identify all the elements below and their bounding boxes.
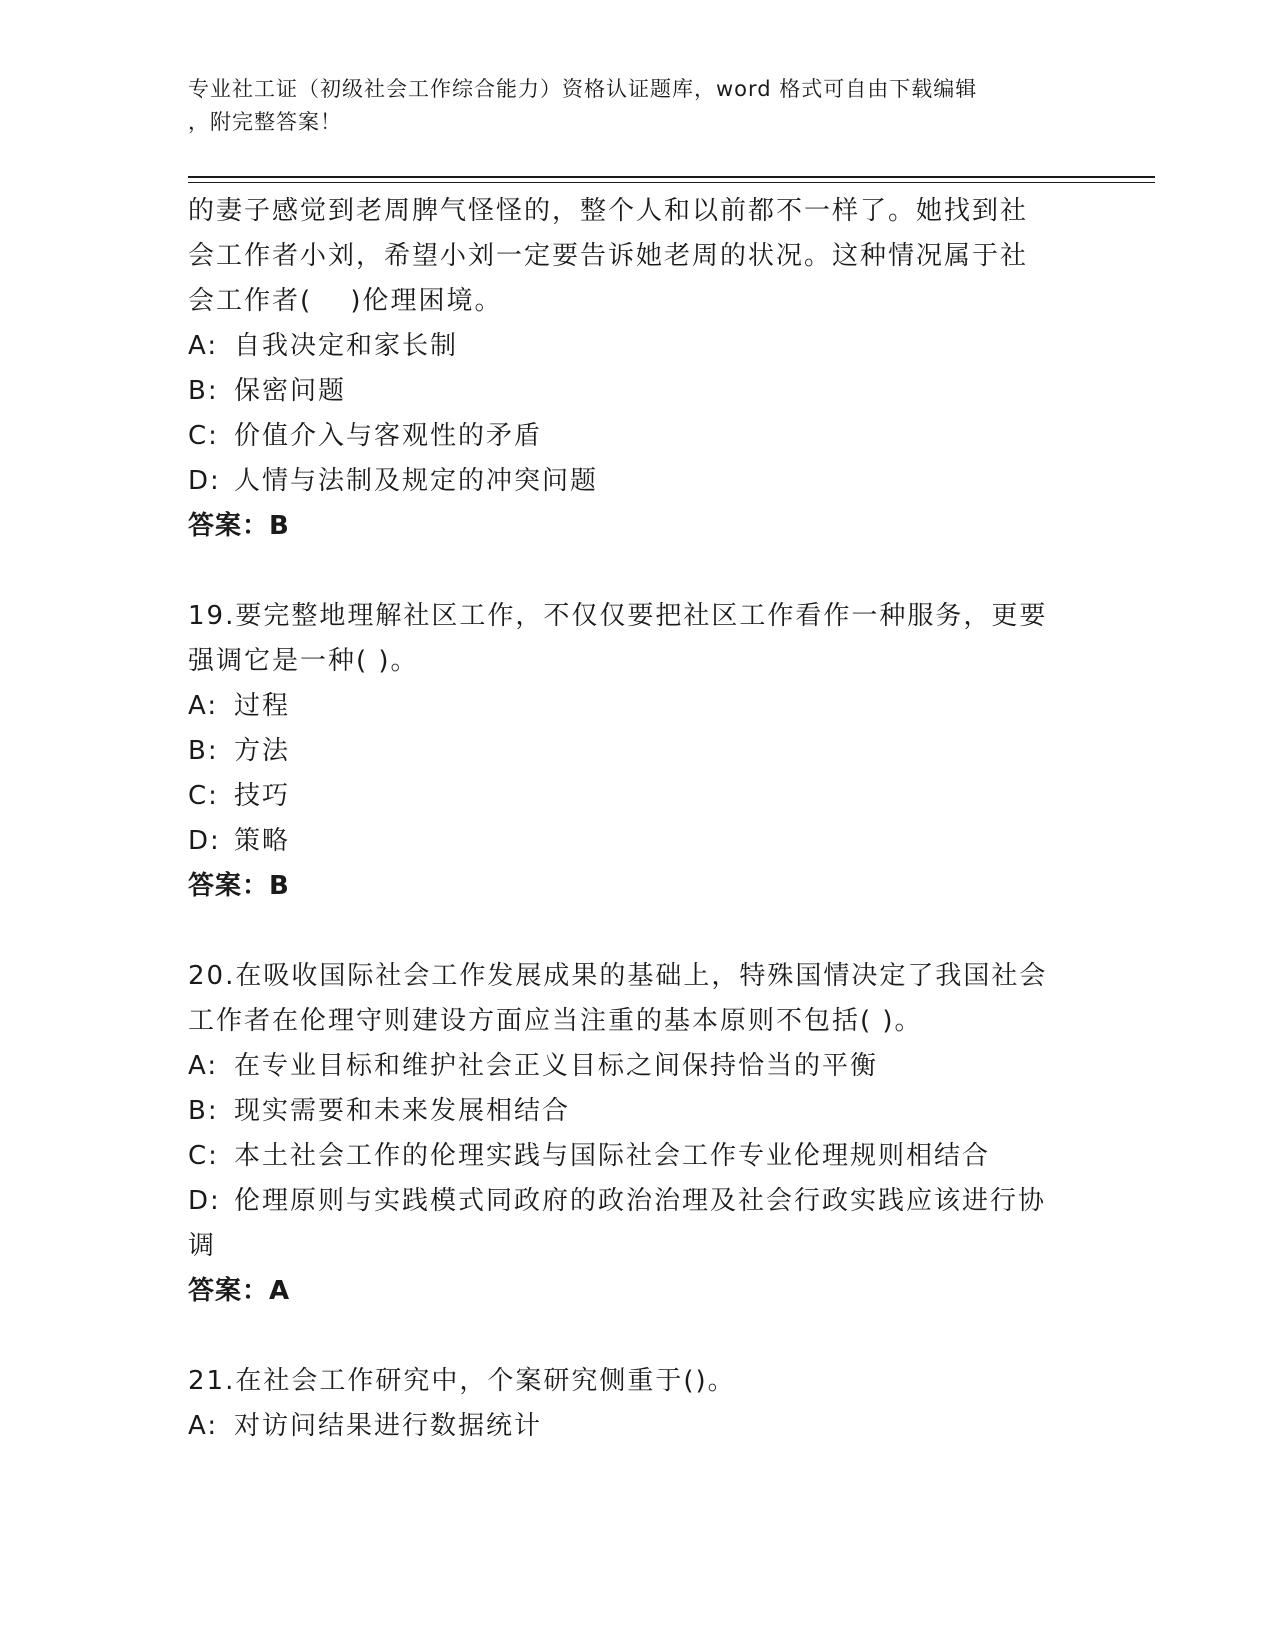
option-letter: D: — [188, 826, 221, 856]
option-text: 对访问结果进行数据统计 — [234, 1411, 543, 1441]
question-stem-line: 会工作者( )伦理困境。 — [188, 286, 503, 316]
option-d — [188, 1179, 1088, 1224]
answer-line: 答案：A — [188, 1276, 291, 1306]
option-c — [188, 1134, 1088, 1179]
spacer — [188, 549, 1088, 594]
option-letter: D: — [188, 466, 221, 496]
question-18 — [188, 189, 1088, 549]
option-text: 保密问题 — [234, 376, 347, 406]
option-text: 方法 — [234, 736, 291, 766]
option-a — [188, 1404, 1088, 1449]
option-text: 技巧 — [234, 781, 291, 811]
spacer — [188, 909, 1088, 954]
question-stem-line: 的妻子感觉到老周脾气怪怪的，整个人和以前都不一样了。她找到社 — [188, 196, 1029, 226]
document-header — [188, 73, 1068, 139]
option-d — [188, 459, 1088, 504]
question-stem-line: 20.在吸收国际社会工作发展成果的基础上，特殊国情决定了我国社会 — [188, 961, 1048, 991]
option-b — [188, 369, 1088, 414]
option-text: 伦理原则与实践模式同政府的政治治理及社会行政实践应该进行协 — [234, 1186, 1047, 1216]
question-stem-line: 强调它是一种( )。 — [188, 646, 419, 676]
question-19 — [188, 594, 1088, 909]
question-21 — [188, 1359, 1088, 1449]
question-20 — [188, 954, 1088, 1314]
answer-line: 答案：B — [188, 511, 290, 541]
option-b — [188, 1089, 1088, 1134]
option-a — [188, 1044, 1088, 1089]
spacer — [188, 1314, 1088, 1359]
option-letter: C: — [188, 1141, 219, 1171]
question-stem-line: 19.要完整地理解社区工作，不仅仅要把社区工作看作一种服务，更要 — [188, 601, 1048, 631]
option-letter: B: — [188, 736, 219, 766]
option-b — [188, 729, 1088, 774]
option-text: 策略 — [234, 826, 291, 856]
option-text: 过程 — [234, 691, 291, 721]
question-list — [188, 189, 1088, 1449]
option-c — [188, 414, 1088, 459]
option-letter: C: — [188, 421, 219, 451]
header-divider-thin — [188, 182, 1155, 183]
option-letter: A: — [188, 1051, 219, 1081]
question-stem-line: 21.在社会工作研究中，个案研究侧重于()。 — [188, 1366, 736, 1396]
option-letter: C: — [188, 781, 219, 811]
header-line-2: ，附完整答案！ — [188, 110, 342, 134]
question-stem-line: 会工作者小刘，希望小刘一定要告诉她老周的状况。这种情况属于社 — [188, 241, 1029, 271]
question-stem-line: 工作者在伦理守则建设方面应当注重的基本原则不包括( )。 — [188, 1006, 923, 1036]
header-divider-thick — [188, 176, 1155, 178]
option-letter: B: — [188, 1096, 219, 1126]
option-text: 价值介入与客观性的矛盾 — [234, 421, 543, 451]
option-text: 自我决定和家长制 — [234, 331, 459, 361]
option-a — [188, 324, 1088, 369]
option-text: 本土社会工作的伦理实践与国际社会工作专业伦理规则相结合 — [234, 1141, 991, 1171]
option-letter: A: — [188, 331, 219, 361]
option-text: 在专业目标和维护社会正义目标之间保持恰当的平衡 — [234, 1051, 879, 1081]
option-text: 人情与法制及规定的冲突问题 — [234, 466, 599, 496]
option-d — [188, 819, 1088, 864]
option-letter: D: — [188, 1186, 221, 1216]
option-d-continued: 调 — [188, 1231, 217, 1261]
option-a — [188, 684, 1088, 729]
option-letter: B: — [188, 376, 219, 406]
answer-line: 答案：B — [188, 871, 290, 901]
option-letter: A: — [188, 1411, 219, 1441]
option-text: 现实需要和未来发展相结合 — [234, 1096, 571, 1126]
header-line-1: 专业社工证（初级社会工作综合能力）资格认证题库，word 格式可自由下载编辑 — [188, 77, 978, 101]
option-c — [188, 774, 1088, 819]
option-letter: A: — [188, 691, 219, 721]
